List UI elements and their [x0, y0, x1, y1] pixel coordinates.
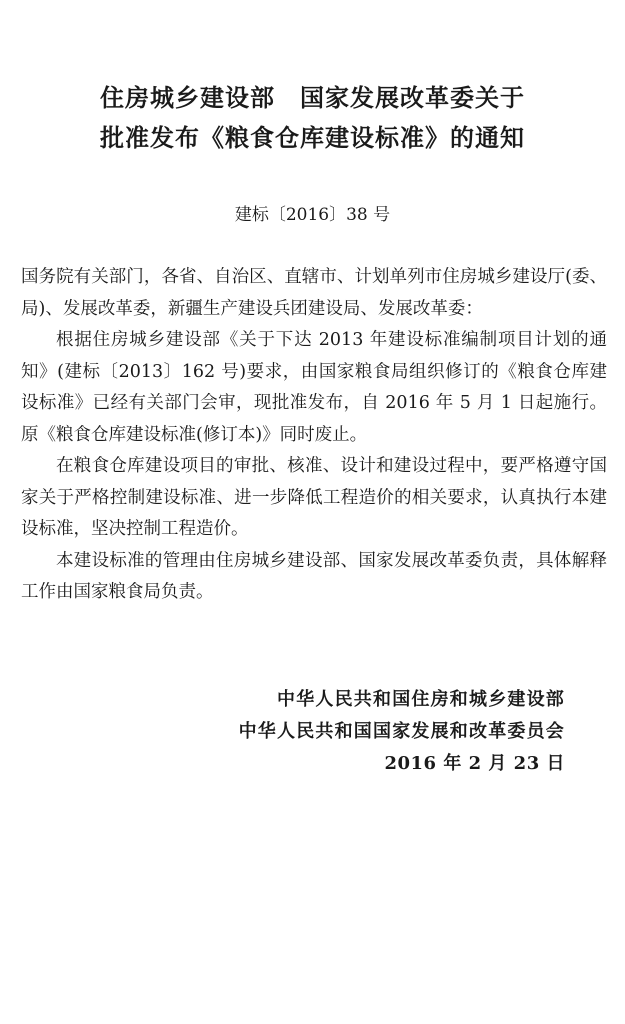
management-paragraph: 本建设标准的管理由住房城乡建设部、国家发展改革委负责，具体解释工作由国家粮食局负责。	[21, 550, 607, 602]
requirements-paragraph: 在粮食仓库建设项目的审批、核准、设计和建设过程中，要严格遵守国家关于严格控制建设标准、进一步降低工程造价的相关要求，认真执行本建设标准，坚决控制工程造价。	[21, 456, 607, 539]
signature-block	[239, 684, 565, 780]
approval-paragraph: 根据住房城乡建设部《关于下达 2013 年建设标准编制项目计划的通知》(建标〔2013〕162 号)要求，由国家粮食局组织修订的《粮食仓库建设标准》已经有关部门会审，现批准发布，自 2016 年 5 月 1 日起施行。原《粮食仓库建设标准(修订本)》同时废止。	[21, 330, 607, 445]
title-line-2: 批准发布《粮食仓库建设标准》的通知	[100, 124, 525, 152]
signatory-mohurd: 中华人民共和国住房和城乡建设部	[277, 689, 565, 710]
issue-date: 2016 年 2 月 23 日	[384, 753, 565, 774]
signatory-ndrc: 中华人民共和国国家发展和改革委员会	[238, 721, 565, 742]
addressee-paragraph: 国务院有关部门，各省、自治区、直辖市、计划单列市住房城乡建设厅(委、局)、发展改革委，新疆生产建设兵团建设局、发展改革委：	[21, 267, 607, 319]
notice-body	[21, 262, 607, 609]
document-number: 建标〔2016〕38 号	[234, 205, 391, 225]
title-line-1: 住房城乡建设部 国家发展改革委关于	[100, 84, 525, 112]
